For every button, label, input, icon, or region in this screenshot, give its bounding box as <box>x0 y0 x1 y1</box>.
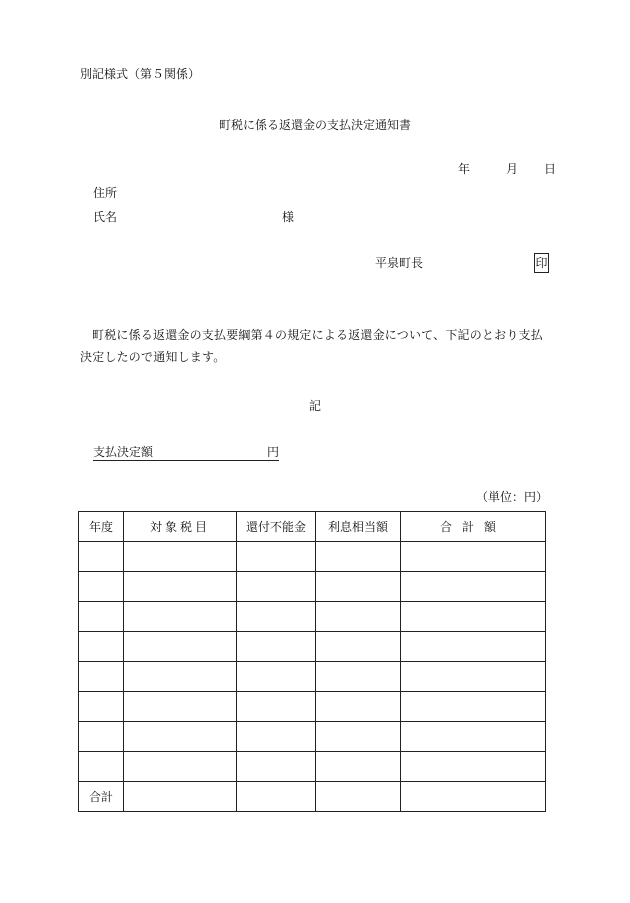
address-label: 住所 <box>93 186 118 200</box>
body-text: 町税に係る返還金の支払要綱第４の規定による返還金について、下記のとおり支払決定したので通知します。 <box>80 328 543 364</box>
header-total: 合計額 <box>401 512 546 542</box>
header-interest: 利息相当額 <box>316 512 401 542</box>
date-year: 年 <box>458 162 471 176</box>
honorific: 様 <box>282 210 295 224</box>
table-row <box>79 542 546 572</box>
table-row <box>79 572 546 602</box>
amount-unit: 円 <box>266 445 279 459</box>
header-unrefundable: 還付不能金 <box>237 512 316 542</box>
table-row <box>79 752 546 782</box>
table-row <box>79 662 546 692</box>
date-line <box>458 163 556 175</box>
form-label: 別記様式（第５関係） <box>80 67 201 81</box>
table-header-row <box>79 512 546 542</box>
name-label: 氏名 <box>93 210 118 224</box>
unit-note: （単位：円） <box>476 490 549 504</box>
table-row <box>79 632 546 662</box>
ki-heading: 記 <box>308 399 321 413</box>
detail-table <box>78 511 546 812</box>
table-row <box>79 692 546 722</box>
seal-mark: 印 <box>534 253 549 273</box>
amount-label: 支払決定額 <box>93 445 154 459</box>
amount-line <box>93 446 279 461</box>
document-title: 町税に係る返還金の支払決定通知書 <box>218 118 411 132</box>
total-label: 合計 <box>79 782 124 812</box>
table-row <box>79 602 546 632</box>
header-fiscal-year: 年度 <box>79 512 124 542</box>
date-month: 月 <box>506 162 519 176</box>
issuer-name: 平泉町長 <box>375 256 424 270</box>
table-row <box>79 722 546 752</box>
date-day: 日 <box>544 162 557 176</box>
header-tax-item: 対象税目 <box>124 512 237 542</box>
table-total-row <box>79 782 546 812</box>
